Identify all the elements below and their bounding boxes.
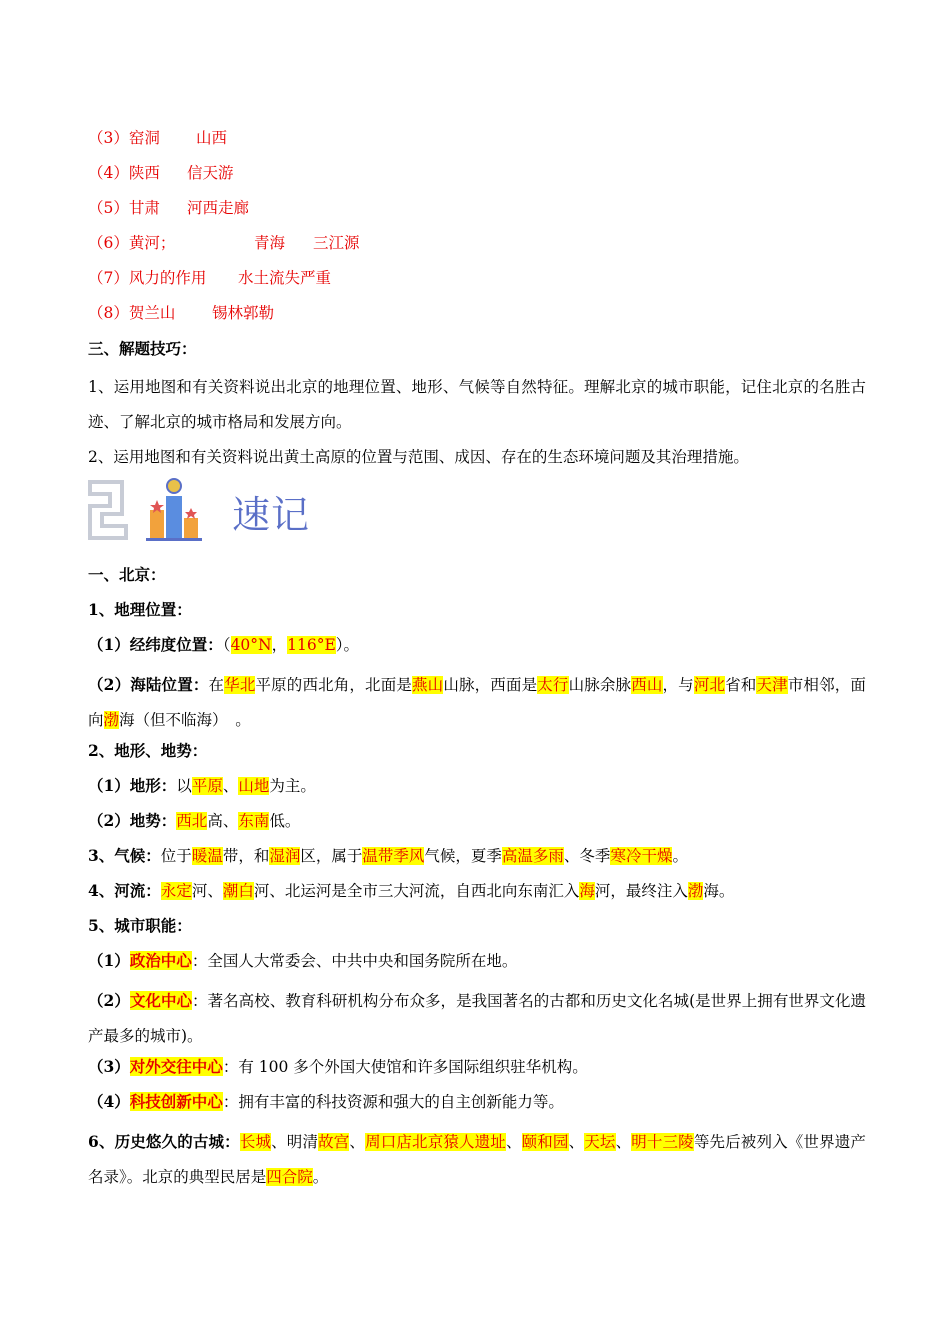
- function-technology: （4）科技创新中心：拥有丰富的科技资源和强大的自主创新能力等。: [88, 1092, 564, 1111]
- elevation-line: （2）地势：西北高、东南低。: [88, 811, 301, 830]
- podium-icon: [86, 474, 226, 546]
- rivers-line: 4、河流：永定河、潮白河、北运河是全市三大河流，自西北向东南汇入海河，最终注入渤海。: [88, 881, 735, 900]
- function-cultural: （2）文化中心：著名高校、教育科研机构分布众多，是我国著名的古都和历史文化名城(是世界上拥有世界文化遗产最多的城市)。: [88, 991, 866, 1045]
- tip-2: 2、运用地图和有关资料说出黄土高原的位置与范围、成因、存在的生态环境问题及其治理措施。: [88, 448, 749, 466]
- beijing-heading: 一、北京：: [88, 565, 166, 584]
- longitude: 116°E: [287, 636, 336, 654]
- answer-row-5: （5）甘肃 河西走廊: [88, 199, 250, 217]
- answer-row-7: （7）风力的作用 水土流失严重: [88, 269, 332, 287]
- lat-lon-line: （1）经纬度位置：（40°N，116°E）。: [88, 635, 360, 654]
- answer-row-4: （4）陕西 信天游: [88, 164, 234, 182]
- beijing-section: [88, 562, 866, 1195]
- latitude: 40°N: [230, 636, 272, 654]
- section-terrain: 2、地形、地势：: [88, 741, 208, 760]
- section-functions: 5、城市职能：: [88, 916, 192, 935]
- answer-list: [88, 125, 360, 335]
- ancient-city: 6、历史悠久的古城：长城、明清故宫、周口店北京猿人遗址、颐和园、天坛、明十三陵等先后被列入《世界遗产名录》。北京的典型民居是四合院。: [88, 1132, 866, 1186]
- function-political: （1）政治中心：全国人大常委会、中共中央和国务院所在地。: [88, 951, 518, 970]
- quick-notes-title: 速记: [232, 493, 311, 537]
- tip-1: 1、运用地图和有关资料说出北京的地理位置、地形、气候等自然特征。理解北京的城市职能，记住北京的名胜古迹、了解北京的城市格局和发展方向。: [88, 378, 866, 431]
- answer-row-3: （3）窑洞 山西: [88, 129, 228, 147]
- function-international: （3）对外交往中心：有 100 多个外国大使馆和许多国际组织驻华机构。: [88, 1057, 588, 1076]
- tips-heading: 三、解题技巧：: [88, 339, 197, 358]
- climate-line: 3、气候：位于暖温带，和湿润区，属于温带季风气候，夏季高温多雨、冬季寒冷干燥。: [88, 846, 688, 865]
- answer-row-6: （6）黄河； 青海 三江源: [88, 234, 360, 252]
- tips-section: [88, 336, 866, 475]
- terrain-line: （1）地形：以平原、山地为主。: [88, 776, 316, 795]
- answer-row-8: （8）贺兰山 锡林郭勒: [88, 304, 275, 322]
- section-location: 1、地理位置：: [88, 600, 192, 619]
- sea-land-position: （2）海陆位置：在华北平原的西北角，北面是燕山山脉，西面是太行山脉余脉西山，与河北省和天津市相邻，面向渤海（但不临海） 。: [88, 675, 866, 729]
- quick-notes-logo: [86, 474, 316, 546]
